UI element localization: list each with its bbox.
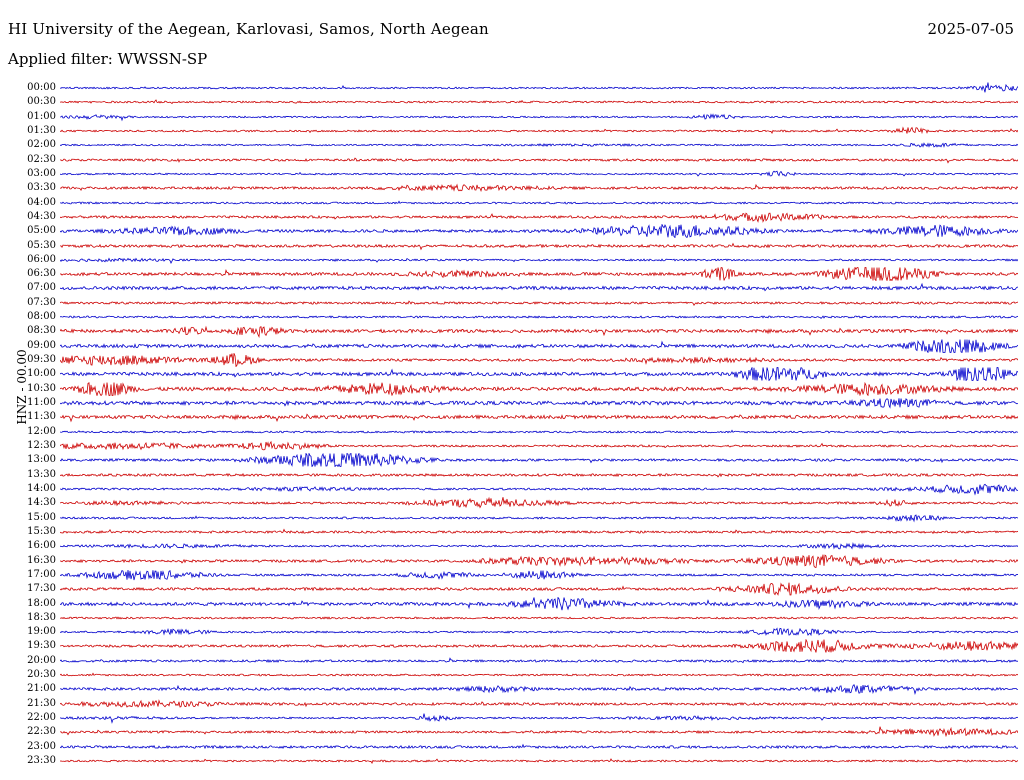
trace-time-label: 08:30 [27,325,56,336]
trace-time-label: 10:00 [27,368,56,379]
trace-time-label: 23:30 [27,755,56,766]
trace-row [60,253,1018,267]
trace-row [60,138,1018,152]
trace-row [60,296,1018,310]
trace-time-label: 09:00 [27,340,56,351]
trace-row [60,410,1018,424]
trace-time-label: 22:30 [27,726,56,737]
trace-time-label: 00:00 [27,82,56,93]
trace-row [60,740,1018,754]
trace-row [60,468,1018,482]
trace-time-label: 14:00 [27,483,56,494]
y-axis-label: HNZ - 00.00 [15,349,29,425]
trace-row [60,539,1018,553]
trace-row [60,224,1018,238]
trace-time-label: 14:30 [27,497,56,508]
trace-time-label: 05:30 [27,240,56,251]
trace-time-label: 21:00 [27,683,56,694]
trace-time-label: 18:30 [27,612,56,623]
trace-row [60,425,1018,439]
trace-row [60,110,1018,124]
trace-row [60,167,1018,181]
trace-row [60,654,1018,668]
trace-time-label: 12:30 [27,440,56,451]
trace-time-label: 19:30 [27,640,56,651]
trace-time-label: 21:30 [27,698,56,709]
trace-row [60,367,1018,381]
trace-row [60,668,1018,682]
trace-row [60,725,1018,739]
trace-row [60,525,1018,539]
trace-row [60,568,1018,582]
trace-time-label: 10:30 [27,383,56,394]
trace-time-label: 11:30 [27,411,56,422]
trace-time-label: 15:00 [27,512,56,523]
trace-row [60,396,1018,410]
trace-row [60,339,1018,353]
trace-row [60,324,1018,338]
trace-time-label: 12:00 [27,426,56,437]
trace-time-label: 19:00 [27,626,56,637]
trace-time-label: 07:00 [27,282,56,293]
trace-row [60,382,1018,396]
trace-row [60,181,1018,195]
trace-row [60,281,1018,295]
trace-row [60,496,1018,510]
trace-time-label: 00:30 [27,96,56,107]
trace-row [60,482,1018,496]
trace-row [60,554,1018,568]
trace-time-label: 08:00 [27,311,56,322]
trace-time-label: 02:30 [27,154,56,165]
trace-row [60,611,1018,625]
trace-row [60,196,1018,210]
trace-row [60,453,1018,467]
trace-row [60,511,1018,525]
trace-row [60,582,1018,596]
trace-row [60,95,1018,109]
trace-row [60,239,1018,253]
trace-row [60,639,1018,653]
trace-row [60,597,1018,611]
trace-row [60,81,1018,95]
trace-time-label: 22:00 [27,712,56,723]
trace-time-label: 05:00 [27,225,56,236]
trace-time-label: 01:30 [27,125,56,136]
trace-row [60,124,1018,138]
trace-time-label: 16:00 [27,540,56,551]
chart-header [0,0,1024,78]
trace-row [60,267,1018,281]
applied-filter-label: Applied filter: WWSSN-SP [8,50,208,68]
trace-time-label: 16:30 [27,555,56,566]
trace-row [60,697,1018,711]
trace-row [60,711,1018,725]
trace-time-label: 02:00 [27,139,56,150]
trace-time-label: 20:30 [27,669,56,680]
trace-time-label: 17:30 [27,583,56,594]
trace-row [60,153,1018,167]
trace-time-label: 17:00 [27,569,56,580]
trace-time-label: 04:00 [27,197,56,208]
trace-time-label: 13:30 [27,469,56,480]
trace-time-label: 15:30 [27,526,56,537]
trace-time-label: 07:30 [27,297,56,308]
trace-time-label: 03:30 [27,182,56,193]
trace-row [60,754,1018,768]
trace-row [60,353,1018,367]
trace-time-label: 06:00 [27,254,56,265]
page-title: HI University of the Aegean, Karlovasi, Samos, North Aegean [8,20,489,38]
trace-row [60,310,1018,324]
trace-time-label: 23:00 [27,741,56,752]
trace-time-label: 09:30 [27,354,56,365]
helicorder-plot [27,82,1018,770]
trace-time-label: 20:00 [27,655,56,666]
trace-time-label: 11:00 [27,397,56,408]
trace-time-label: 04:30 [27,211,56,222]
trace-row [60,210,1018,224]
record-date: 2025-07-05 [927,20,1014,38]
trace-time-label: 13:00 [27,454,56,465]
trace-row [60,682,1018,696]
trace-row [60,439,1018,453]
trace-row [60,625,1018,639]
trace-time-label: 01:00 [27,111,56,122]
trace-time-label: 03:00 [27,168,56,179]
trace-time-label: 18:00 [27,598,56,609]
trace-time-label: 06:30 [27,268,56,279]
